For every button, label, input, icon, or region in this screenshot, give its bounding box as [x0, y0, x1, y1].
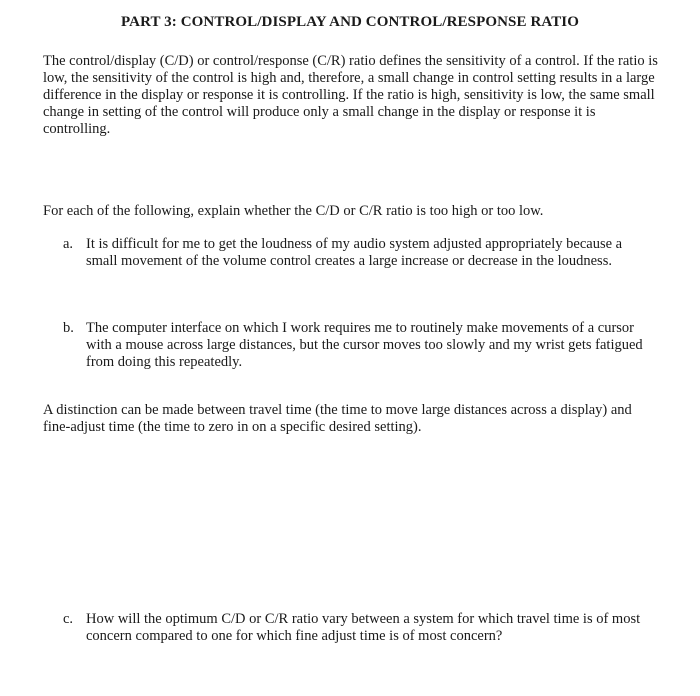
question-c-marker: c.: [63, 611, 74, 627]
question-c: [63, 611, 653, 645]
question-a-marker: a.: [63, 236, 74, 252]
distinction-paragraph: A distinction can be made between travel time (the time to move large distances across a display) and fine-adjust time (the time to zero in on a specific desired setting).: [43, 402, 632, 435]
question-b-marker: b.: [63, 320, 74, 336]
question-a-text: It is difficult for me to get the loudness of my audio system adjusted appropriately because a small movement of the volume control creates a large increase or decrease in the loudness.: [86, 236, 623, 269]
question-b: [63, 320, 653, 371]
page-title: PART 3: CONTROL/DISPLAY AND CONTROL/RESPONSE RATIO: [120, 14, 580, 30]
intro-paragraph: The control/display (C/D) or control/response (C/R) ratio defines the sensitivity of a control. If the ratio is low, the sensitivity of the control is high and, therefore, a small change in control setting results in a large difference in the display or response it is controlling. If the ratio is high, sensitivity is low, the same small change in setting of the control will produce only a small change in the display or response it is controlling.: [43, 53, 658, 137]
instructions-paragraph: For each of the following, explain whether the C/D or C/R ratio is too high or too low.: [43, 203, 544, 219]
question-b-text: The computer interface on which I work requires me to routinely make movements of a cursor with a mouse across large distances, but the cursor moves too slowly and my wrist gets fatigued from doing this repeatedly.: [86, 320, 643, 370]
question-c-text: How will the optimum C/D or C/R ratio vary between a system for which travel time is of most concern compared to one for which fine adjust time is of most concern?: [86, 611, 641, 644]
question-a: [63, 236, 653, 270]
